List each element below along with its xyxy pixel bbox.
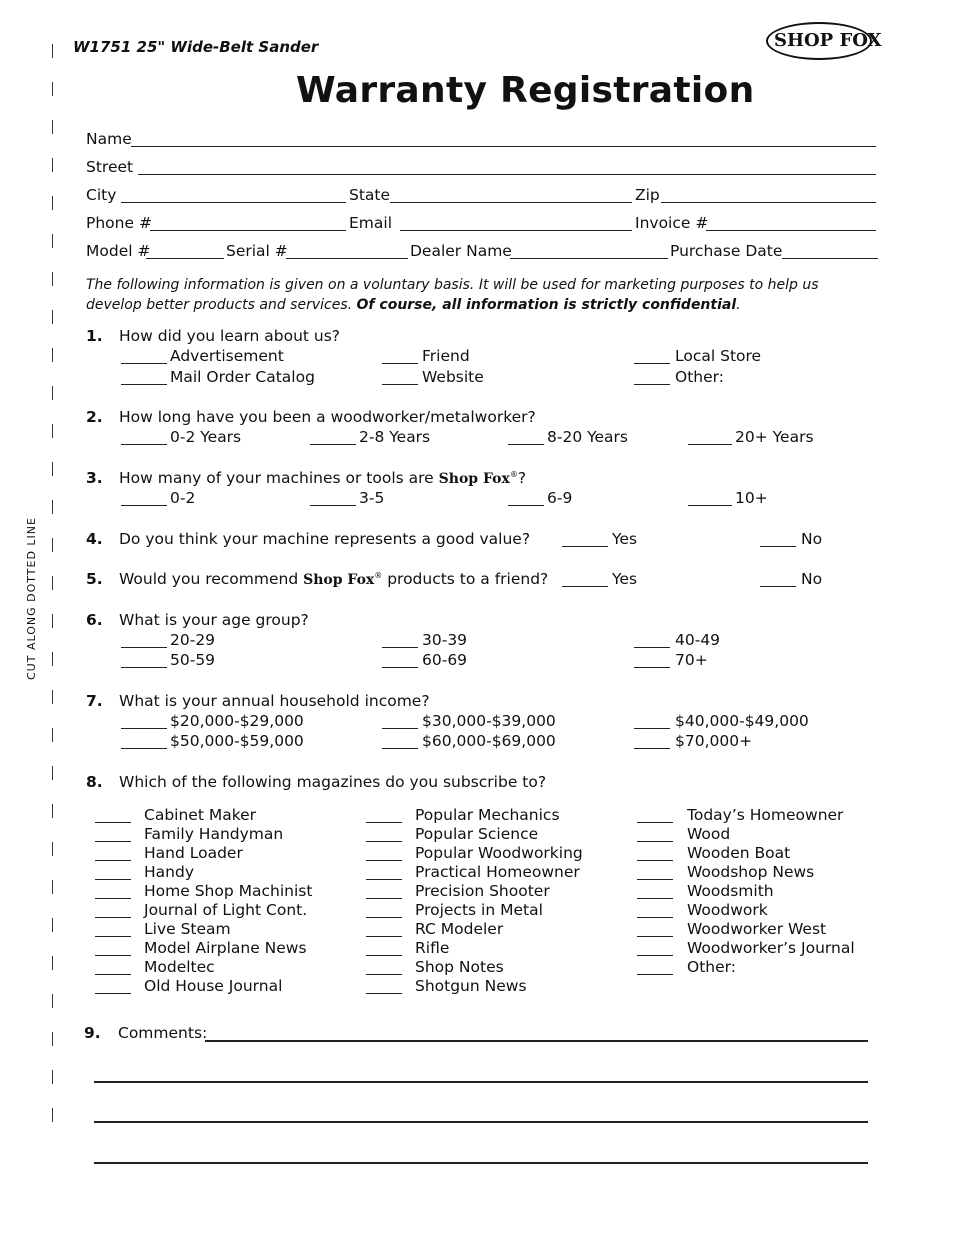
magazine-label: Rifle	[415, 939, 450, 957]
option-label: 0-2	[170, 489, 196, 507]
option-label: 60-69	[422, 651, 468, 669]
serial-field[interactable]	[286, 258, 408, 259]
logo-text: SHOP FOX	[774, 30, 882, 51]
comments-line[interactable]	[205, 1040, 868, 1042]
question-number: 2.	[86, 408, 103, 426]
serial-label: Serial #	[226, 242, 288, 260]
magazine-label: Woodwork	[687, 901, 768, 919]
option-label: $70,000+	[675, 732, 753, 750]
page-title: Warranty Registration	[296, 70, 755, 111]
option-label: 40-49	[675, 631, 721, 649]
email-field[interactable]	[400, 230, 632, 231]
option-blank[interactable]	[637, 955, 673, 956]
email-label: Email	[349, 214, 393, 232]
zip-label: Zip	[635, 186, 660, 204]
option-label: 0-2 Years	[170, 428, 242, 446]
voluntary-notice	[86, 275, 819, 315]
magazine-label: Today’s Homeowner	[687, 806, 844, 824]
option-blank[interactable]	[366, 879, 402, 880]
magazine-label: Popular Woodworking	[415, 844, 583, 862]
dealer-label: Dealer Name	[410, 242, 512, 260]
option-blank[interactable]	[637, 917, 673, 918]
option-blank[interactable]	[634, 647, 670, 648]
registered-mark: ®	[374, 570, 383, 580]
purchase-date-label: Purchase Date	[670, 242, 783, 260]
magazine-label: Hand Loader	[144, 844, 243, 862]
option-label: Friend	[422, 347, 470, 365]
zip-field[interactable]	[661, 202, 876, 203]
option-blank[interactable]	[95, 974, 131, 975]
option-blank[interactable]	[760, 546, 796, 547]
option-blank[interactable]	[637, 879, 673, 880]
option-blank[interactable]	[95, 879, 131, 880]
option-blank[interactable]	[366, 993, 402, 994]
magazine-label: Popular Mechanics	[415, 806, 560, 824]
magazine-label: Woodsmith	[687, 882, 774, 900]
magazine-label: Woodworker’s Journal	[687, 939, 855, 957]
comments-line[interactable]	[94, 1121, 868, 1123]
state-label: State	[349, 186, 391, 204]
question-text	[119, 570, 548, 588]
option-blank[interactable]	[366, 936, 402, 937]
option-blank[interactable]	[121, 444, 167, 445]
magazine-label: Handy	[144, 863, 194, 881]
notice-line-1: The following information is given on a voluntary basis. It will be used for marketing purposes to help us	[86, 277, 819, 293]
option-blank[interactable]	[382, 728, 418, 729]
option-label: $50,000-$59,000	[170, 732, 304, 750]
magazine-label: Wooden Boat	[687, 844, 791, 862]
shop-fox-logo	[766, 22, 882, 60]
option-label: 20-29	[170, 631, 216, 649]
option-blank[interactable]	[95, 955, 131, 956]
option-blank[interactable]	[382, 647, 418, 648]
option-blank[interactable]	[688, 444, 732, 445]
option-label: Website	[422, 368, 484, 386]
street-field[interactable]	[138, 174, 876, 175]
option-blank[interactable]	[366, 898, 402, 899]
option-label: Advertisement	[170, 347, 284, 365]
brand-name: Shop Fox	[438, 471, 510, 487]
option-blank[interactable]	[634, 363, 670, 364]
magazine-label: Family Handyman	[144, 825, 284, 843]
name-label: Name	[86, 130, 132, 148]
option-label: $20,000-$29,000	[170, 712, 304, 730]
question-number: 7.	[86, 692, 103, 710]
name-field[interactable]	[131, 146, 876, 147]
invoice-label: Invoice #	[635, 214, 709, 232]
phone-label: Phone #	[86, 214, 152, 232]
option-blank[interactable]	[366, 860, 402, 861]
model-heading: W1751 25" Wide-Belt Sander	[73, 38, 319, 56]
option-label: Mail Order Catalog	[170, 368, 315, 386]
option-blank[interactable]	[366, 955, 402, 956]
question-text: What is your age group?	[119, 611, 309, 629]
option-blank[interactable]	[637, 974, 673, 975]
option-label: 20+ Years	[735, 428, 814, 446]
option-blank[interactable]	[562, 586, 608, 587]
magazine-label: Practical Homeowner	[415, 863, 580, 881]
option-blank[interactable]	[366, 974, 402, 975]
notice-line-2-text: develop better products and services.	[86, 297, 357, 313]
option-blank[interactable]	[95, 860, 131, 861]
option-label: 3-5	[359, 489, 385, 507]
purchase-date-field[interactable]	[782, 258, 878, 259]
city-label: City	[86, 186, 117, 204]
option-label: 30-39	[422, 631, 468, 649]
model-label: Model #	[86, 242, 151, 260]
option-blank[interactable]	[121, 363, 167, 364]
cut-along-dotted-line-label: CUT ALONG DOTTED LINE	[25, 517, 38, 680]
option-blank[interactable]	[121, 728, 167, 729]
question-number: 9.	[84, 1024, 101, 1042]
option-blank[interactable]	[95, 917, 131, 918]
option-blank[interactable]	[634, 667, 670, 668]
question-text-end: ?	[517, 469, 527, 487]
magazine-label: Old House Journal	[144, 977, 283, 995]
magazine-label: Cabinet Maker	[144, 806, 257, 824]
option-blank[interactable]	[688, 505, 732, 506]
magazine-label: Shotgun News	[415, 977, 527, 995]
notice-line-2	[86, 295, 819, 315]
magazine-label: Projects in Metal	[415, 901, 543, 919]
option-label: $60,000-$69,000	[422, 732, 556, 750]
magazine-label: Other:	[687, 958, 736, 976]
question-text: Which of the following magazines do you subscribe to?	[119, 773, 547, 791]
magazine-label: RC Modeler	[415, 920, 504, 938]
option-blank[interactable]	[508, 444, 544, 445]
option-blank[interactable]	[95, 822, 131, 823]
option-blank[interactable]	[637, 936, 673, 937]
option-label: 2-8 Years	[359, 428, 431, 446]
question-text: How long have you been a woodworker/metalworker?	[119, 408, 536, 426]
option-blank[interactable]	[95, 841, 131, 842]
invoice-field[interactable]	[706, 230, 876, 231]
magazine-label: Live Steam	[144, 920, 231, 938]
confidential-text: Of course, all information is strictly confidential	[356, 297, 737, 313]
option-blank[interactable]	[121, 505, 167, 506]
option-blank[interactable]	[508, 505, 544, 506]
question-text-start: How many of your machines or tools are	[119, 469, 439, 487]
comments-line[interactable]	[94, 1081, 868, 1083]
magazine-label: Woodworker West	[687, 920, 827, 938]
option-blank[interactable]	[634, 748, 670, 749]
option-blank[interactable]	[310, 505, 356, 506]
option-blank[interactable]	[95, 993, 131, 994]
option-label: 8-20 Years	[547, 428, 628, 446]
question-number: 3.	[86, 469, 103, 487]
option-label: 70+	[675, 651, 708, 669]
option-blank[interactable]	[95, 936, 131, 937]
state-field[interactable]	[390, 202, 632, 203]
magazine-label: Wood	[687, 825, 731, 843]
option-label: 50-59	[170, 651, 216, 669]
city-field[interactable]	[121, 202, 346, 203]
option-blank[interactable]	[382, 748, 418, 749]
option-blank[interactable]	[382, 384, 418, 385]
magazine-label: Home Shop Machinist	[144, 882, 313, 900]
option-label: Local Store	[675, 347, 762, 365]
magazine-label: Model Airplane News	[144, 939, 307, 957]
option-label: 6-9	[547, 489, 573, 507]
option-label: No	[801, 570, 823, 588]
option-blank[interactable]	[310, 444, 356, 445]
option-blank[interactable]	[382, 363, 418, 364]
registered-mark: ®	[509, 469, 518, 479]
question-number: 8.	[86, 773, 103, 791]
option-label: Other:	[675, 368, 724, 386]
question-text: What is your annual household income?	[119, 692, 430, 710]
magazine-label: Shop Notes	[415, 958, 504, 976]
magazine-label: Modeltec	[144, 958, 215, 976]
option-label: $40,000-$49,000	[675, 712, 809, 730]
option-blank[interactable]	[95, 898, 131, 899]
question-text-start: Would you recommend	[119, 570, 304, 588]
magazine-label: Popular Science	[415, 825, 539, 843]
comments-line[interactable]	[94, 1162, 868, 1164]
option-blank[interactable]	[121, 667, 167, 668]
brand-name: Shop Fox	[303, 572, 375, 588]
option-label: 10+	[735, 489, 768, 507]
question-number: 1.	[86, 327, 103, 345]
option-blank[interactable]	[562, 546, 608, 547]
option-blank[interactable]	[760, 586, 796, 587]
option-blank[interactable]	[121, 647, 167, 648]
question-number: 6.	[86, 611, 103, 629]
magazine-label: Woodshop News	[687, 863, 815, 881]
dealer-field[interactable]	[510, 258, 668, 259]
option-label: Yes	[612, 530, 638, 548]
question-text: How did you learn about us?	[119, 327, 341, 345]
option-label: Yes	[612, 570, 638, 588]
option-label: $30,000-$39,000	[422, 712, 556, 730]
option-blank[interactable]	[634, 384, 670, 385]
option-blank[interactable]	[634, 728, 670, 729]
model-field[interactable]	[146, 258, 224, 259]
option-blank[interactable]	[366, 822, 402, 823]
option-blank[interactable]	[637, 841, 673, 842]
option-blank[interactable]	[637, 822, 673, 823]
question-text-end: products to a friend?	[382, 570, 549, 588]
option-label: No	[801, 530, 823, 548]
option-blank[interactable]	[637, 860, 673, 861]
question-number: 5.	[86, 570, 103, 588]
magazine-label: Journal of Light Cont.	[144, 901, 308, 919]
notice-line-2-end: .	[736, 297, 741, 313]
option-blank[interactable]	[366, 917, 402, 918]
phone-field[interactable]	[150, 230, 346, 231]
option-blank[interactable]	[382, 667, 418, 668]
question-text: Do you think your machine represents a good value?	[119, 530, 531, 548]
magazine-label: Precision Shooter	[415, 882, 550, 900]
option-blank[interactable]	[366, 841, 402, 842]
question-number: 4.	[86, 530, 103, 548]
question-text: Comments:	[118, 1024, 208, 1042]
option-blank[interactable]	[121, 748, 167, 749]
option-blank[interactable]	[121, 384, 167, 385]
question-text	[119, 469, 526, 487]
option-blank[interactable]	[637, 898, 673, 899]
street-label: Street	[86, 158, 134, 176]
